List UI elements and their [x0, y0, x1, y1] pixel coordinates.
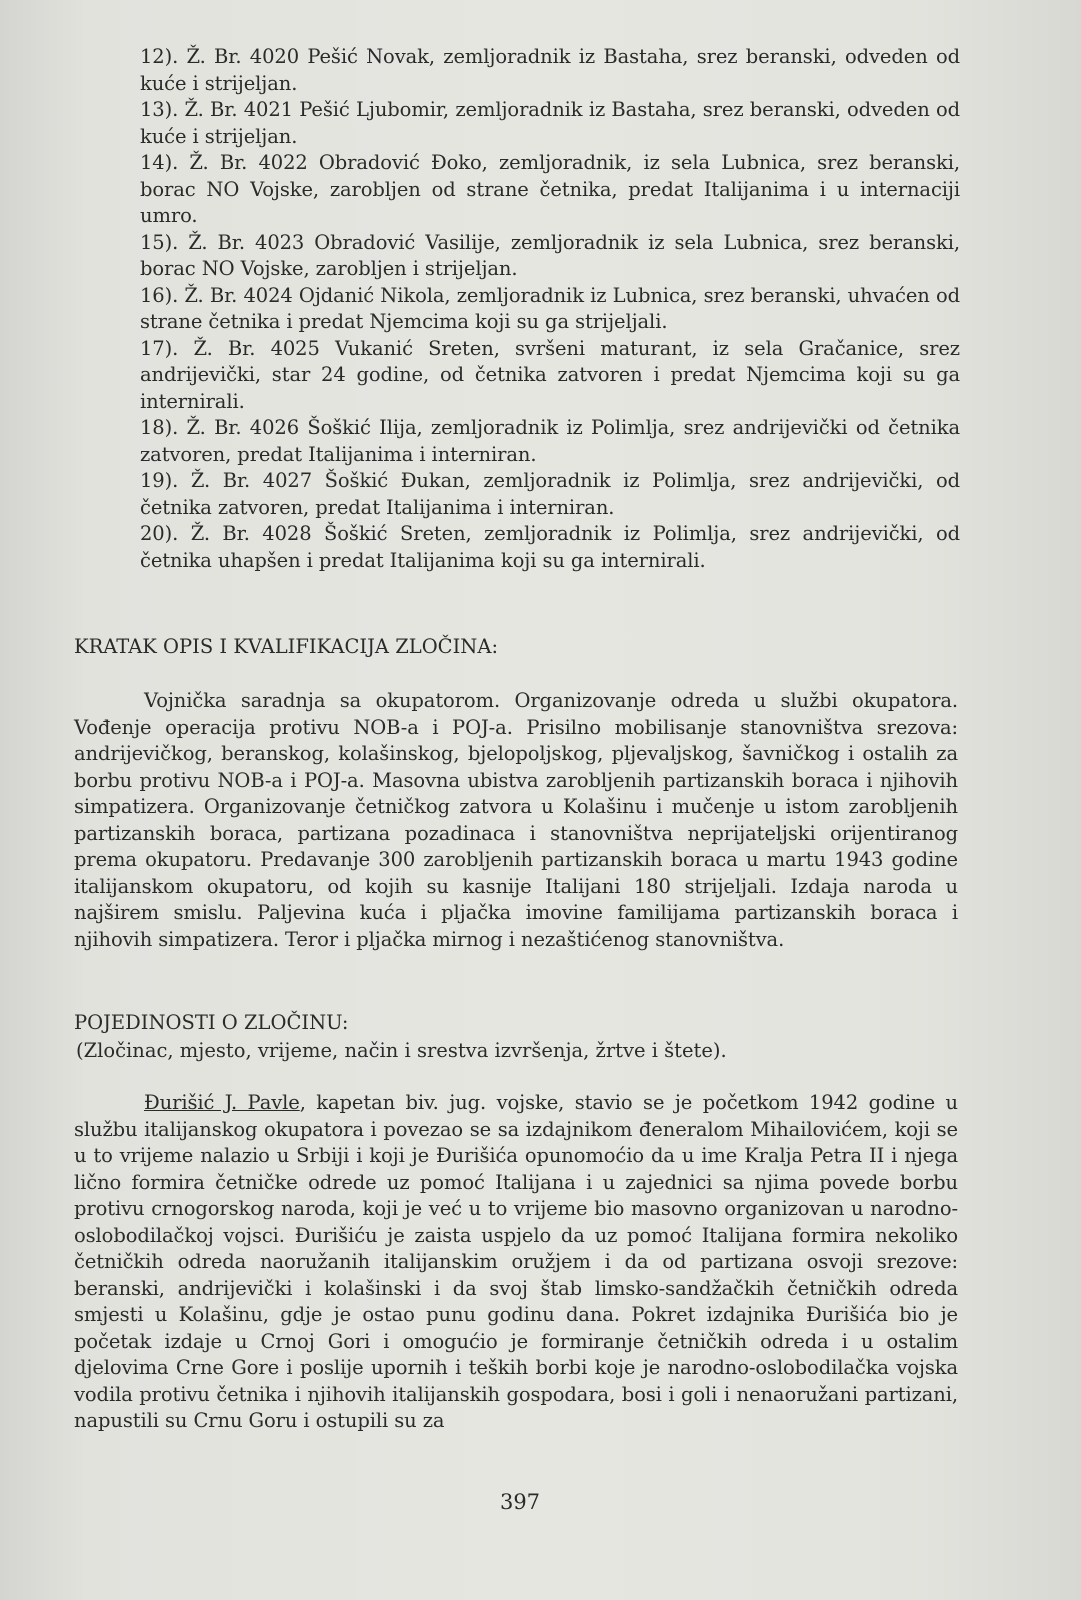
- list-item: 18). Ž. Br. 4026 Šoškić Ilija, zemljoradnik iz Polimlja, srez andrijevički od četnika zatvoren, predat Italijanima i interniran.: [140, 416, 960, 466]
- perpetrator-name: Đurišić J. Pavle: [144, 1091, 300, 1114]
- list-item: 17). Ž. Br. 4025 Vukanić Sreten, svršeni maturant, iz sela Gračanice, srez andrijevički, star 24 godine, od četnika zatvoren i predat Njemcima koji su ga internirali.: [140, 336, 960, 413]
- details-paragraph: [74, 1090, 958, 1435]
- section-heading-details: POJEDINOSTI O ZLOČINU:: [74, 1011, 349, 1034]
- list-item: 12). Ž. Br. 4020 Pešić Novak, zemljoradnik iz Bastaha, srez beranski, odveden od kuće i strijeljan.: [140, 45, 960, 95]
- section-heading-description: KRATAK OPIS I KVALIFIKACIJA ZLOČINA:: [74, 635, 499, 658]
- description-paragraph: Vojnička saradnja sa okupatorom. Organizovanje odreda u službi okupatora. Vođenje operacija protivu NOB-a i POJ-a. Prisilno mobilisanje stanovništva srezova: andrijevičkog, beranskog, kolašinskog, bjelopoljskog, pljevaljskog, šavničkog i ostalih za borbu protivu NOB-a i POJ-a. Masovna ubistva zarobljenih partizanskih boraca i njihovih simpatizera. Organizovanje četničkog zatvora u Kolašinu i mučenje u istom zarobljenih partizanskih boraca, partizana pozadinaca i stanovništva neprijateljski orijentiranog prema okupatoru. Predavanje 300 zarobljenih partizanskih boraca u martu 1943 godine italijanskom okupatoru, od kojih su kasnije Italijani 180 strijeljali. Izdaja naroda u najširem smislu. Paljevina kuća i pljačka imovine familijama partizanskih boraca i njihovih simpatizera. Teror i pljačka mirnog i nezaštićenog stanovništva.: [74, 689, 958, 951]
- list-item: 16). Ž. Br. 4024 Ojdanić Nikola, zemljoradnik iz Lubnica, srez beranski, uhvaćen od strane četnika i predat Njemcima koji su ga strijeljali.: [140, 283, 960, 333]
- list-item: 14). Ž. Br. 4022 Obradović Đoko, zemljoradnik, iz sela Lubnica, srez beranski, borac NO Vojske, zarobljen od strane četnika, predat Italijanima i u internaciji umro.: [140, 151, 960, 227]
- list-item: 13). Ž. Br. 4021 Pešić Ljubomir, zemljoradnik iz Bastaha, srez beranski, odveden od kuće i strijeljan.: [140, 98, 960, 148]
- details-paragraph-text: , kapetan biv. jug. vojske, stavio se je početkom 1942 godine u službu italijanskog okupatora i povezao se sa izdajnikom đeneralom Mihailovićem, koji se u to vrijeme nalazio u Srbiji i koji je Đurišića opunomoćio da u ime Kralja Petra II i njega lično formira četničke odrede uz pomoć Italijana i u zajednici sa njima povede borbu protivu crnogorskog naroda, koji je već u to vrijeme bio masovno organizovan u narodno-oslobodilačkoj vojsci. Đurišiću je zaista uspjelo da uz pomoć Italijana formira nekoliko četničkih odreda naoružanih italijanskim oružjem i da od partizana osvoji srezove: beranski, andrijevički i kolašinski i da svoj štab limsko-sandžačkih četničkih odreda smjesti u Kolašinu, gdje je ostao punu godinu dana. Pokret izdajnika Đurišića bio je početak izdaje u Crnoj Gori i omogućio je formiranje četničkih odreda i u ostalim djelovima Crne Gore i poslije upornih i teških borbi koje je narodno-oslobodilačka vojska vodila protivu četnika i njihovih italijanskih gospodara, bosi i goli i nenaoružani partizani, napustili su Crnu Goru i ostupili su za: [74, 1091, 958, 1432]
- page-number: 397: [499, 1490, 541, 1514]
- details-note: (Zločinac, mjesto, vrijeme, način i srestva izvršenja, žrtve i štete).: [76, 1039, 727, 1062]
- list-item: 15). Ž. Br. 4023 Obradović Vasilije, zemljoradnik iz sela Lubnica, srez beranski, borac NO Vojske, zarobljen i strijeljan.: [140, 230, 960, 280]
- list-item: 19). Ž. Br. 4027 Šoškić Đukan, zemljoradnik iz Polimlja, srez andrijevički, od četnika zatvoren, predat Italijanima i interniran.: [140, 469, 960, 519]
- list-item: 20). Ž. Br. 4028 Šoškić Sreten, zemljoradnik iz Polimlja, srez andrijevički, od četnika uhapšen i predat Italijanima koji su ga internirali.: [140, 522, 960, 572]
- victim-list: [140, 44, 960, 574]
